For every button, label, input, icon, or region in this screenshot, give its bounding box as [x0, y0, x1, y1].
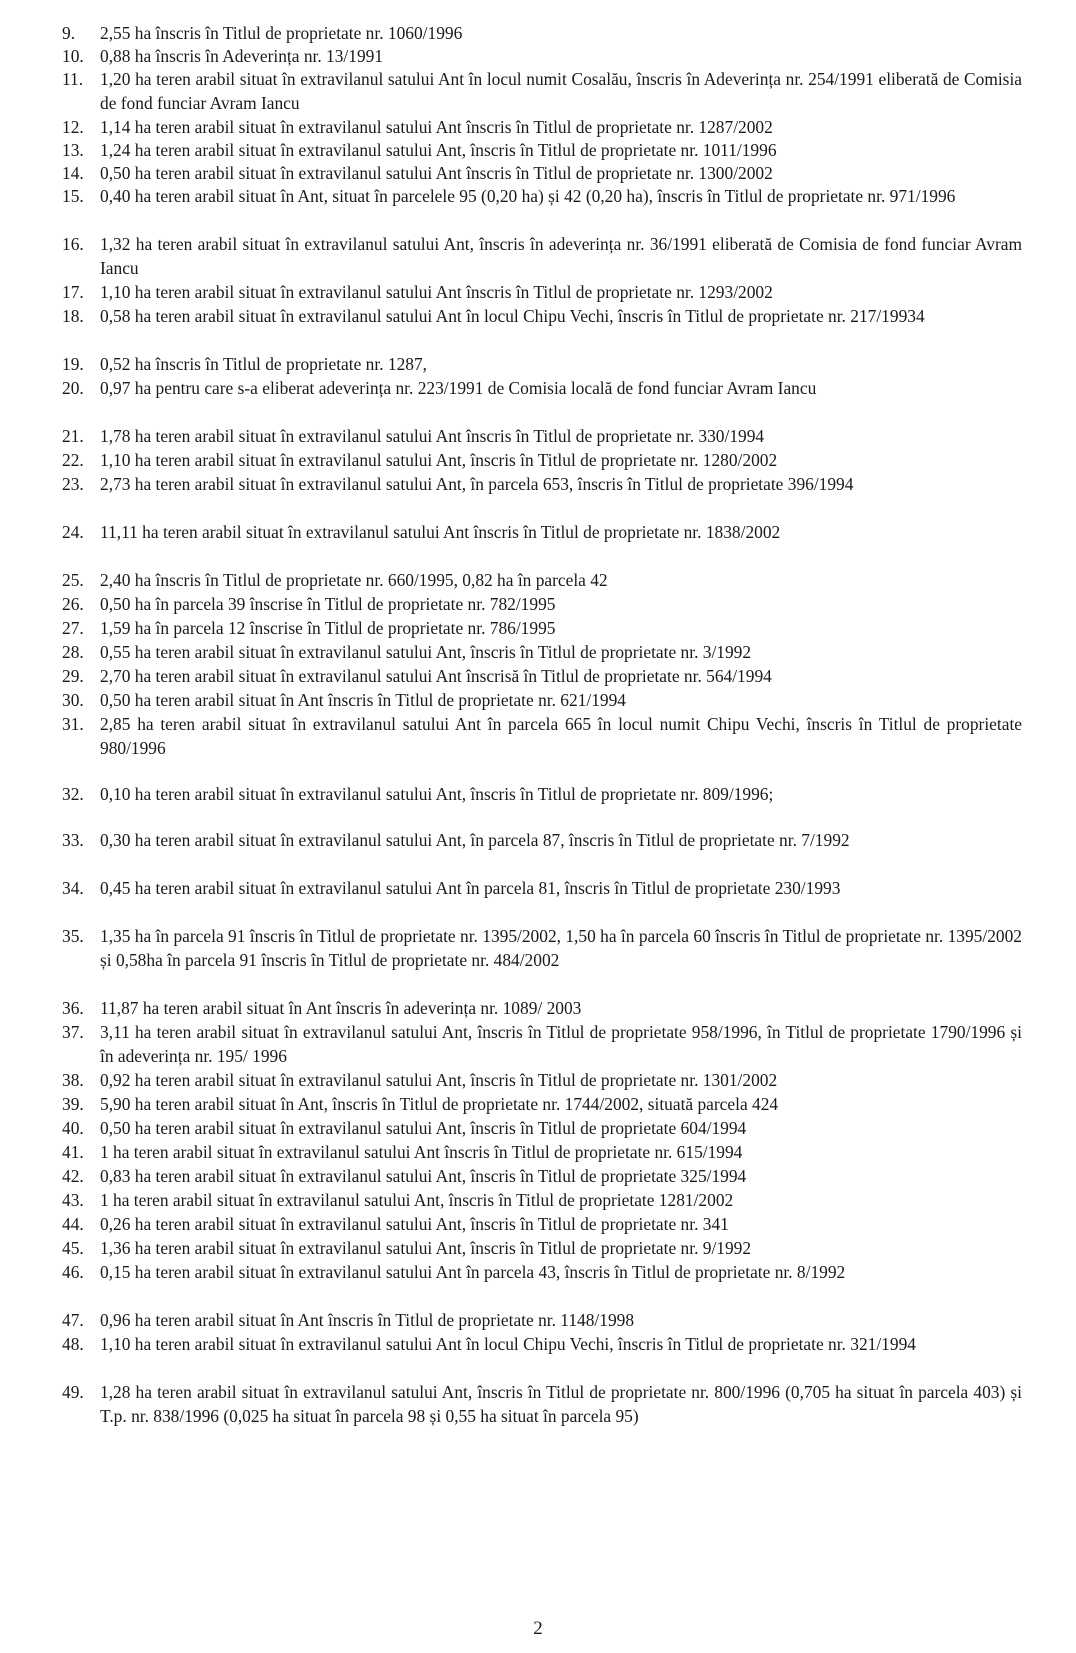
item-number: 48. [62, 1334, 84, 1354]
list-item [62, 22, 1022, 46]
list-item [62, 68, 1022, 115]
item-number: 23. [62, 474, 84, 494]
list-item [62, 997, 1022, 1021]
list-item [62, 1141, 1022, 1165]
list-item [62, 925, 1022, 972]
page-number: 2 [533, 1618, 543, 1639]
item-number: 24. [62, 522, 84, 542]
item-number: 39. [62, 1094, 84, 1114]
item-text: 3,11 ha teren arabil situat în extravilanul satului Ant, înscris în Titlul de proprietate 958/1996, în Titlul de proprietate 1790/1996 și în adeverința nr. 195/ 1996 [100, 1022, 1022, 1066]
item-text: 1,28 ha teren arabil situat în extravilanul satului Ant, înscris în Titlul de proprietate nr. 800/1996 (0,705 ha situat în parcela 403) și T.p. nr. 838/1996 (0,025 ha situat în parcela 98 și 0,55 ha situat în parcela 95) [100, 1382, 1022, 1426]
list-item [62, 1333, 1022, 1357]
item-text: 0,40 ha teren arabil situat în Ant, situat în parcelele 95 (0,20 ha) și 42 (0,20 ha), înscris în Titlul de proprietate nr. 971/1996 [100, 186, 956, 206]
list-item [62, 377, 1022, 401]
item-text: 0,92 ha teren arabil situat în extravilanul satului Ant, înscris în Titlul de proprietate nr. 1301/2002 [100, 1070, 778, 1090]
list-item [62, 1189, 1022, 1213]
list-item [62, 665, 1022, 689]
item-number: 44. [62, 1214, 84, 1234]
list-item [62, 305, 1022, 329]
item-text: 2,70 ha teren arabil situat în extravilanul satului Ant înscrisă în Titlul de proprietate nr. 564/1994 [100, 666, 772, 686]
list-item [62, 45, 1022, 69]
item-text: 1 ha teren arabil situat în extravilanul satului Ant, înscris în Titlul de proprietate 1281/2002 [100, 1190, 734, 1210]
item-number: 46. [62, 1262, 84, 1282]
item-text: 0,58 ha teren arabil situat în extravilanul satului Ant în locul Chipu Vechi, înscris în Titlul de proprietate nr. 217/19934 [100, 306, 925, 326]
list-item [62, 617, 1022, 641]
list-item [62, 233, 1022, 280]
item-number: 18. [62, 306, 84, 326]
item-text: 2,73 ha teren arabil situat în extravilanul satului Ant, în parcela 653, înscris în Titlul de proprietate 396/1994 [100, 474, 854, 494]
item-text: 1,59 ha în parcela 12 înscrise în Titlul de proprietate nr. 786/1995 [100, 618, 556, 638]
list-item [62, 1093, 1022, 1117]
item-number: 37. [62, 1022, 84, 1042]
item-number: 9. [62, 23, 76, 43]
list-item [62, 473, 1022, 497]
list-item [62, 1261, 1022, 1285]
item-text: 1,10 ha teren arabil situat în extravilanul satului Ant, înscris în Titlul de proprietate nr. 1280/2002 [100, 450, 778, 470]
item-number: 12. [62, 117, 84, 137]
item-text: 0,45 ha teren arabil situat în extravilanul satului Ant în parcela 81, înscris în Titlul de proprietate 230/1993 [100, 878, 841, 898]
item-text: 2,85 ha teren arabil situat în extravilanul satului Ant în parcela 665 în locul numit Chipu Vechi, înscris în Titlul de proprietate 980/1996 [100, 714, 1022, 758]
item-number: 19. [62, 354, 84, 374]
item-text: 0,50 ha în parcela 39 înscrise în Titlul de proprietate nr. 782/1995 [100, 594, 556, 614]
list-item [62, 1021, 1022, 1068]
list-item [62, 689, 1022, 713]
item-text: 0,26 ha teren arabil situat în extravilanul satului Ant, înscris în Titlul de proprietate nr. 341 [100, 1214, 729, 1234]
item-number: 11. [62, 69, 84, 89]
item-text: 2,40 ha înscris în Titlul de proprietate nr. 660/1995, 0,82 ha în parcela 42 [100, 570, 608, 590]
list-item [62, 641, 1022, 665]
item-text: 1 ha teren arabil situat în extravilanul satului Ant înscris în Titlul de proprietate nr. 615/1994 [100, 1142, 743, 1162]
item-text: 0,10 ha teren arabil situat în extravilanul satului Ant, înscris în Titlul de proprietate nr. 809/1996; [100, 784, 774, 804]
item-number: 17. [62, 282, 84, 302]
list-item [62, 1117, 1022, 1141]
item-text: 0,97 ha pentru care s-a eliberat adeverința nr. 223/1991 de Comisia locală de fond funciar Avram Iancu [100, 378, 817, 398]
item-text: 1,14 ha teren arabil situat în extravilanul satului Ant înscris în Titlul de proprietate nr. 1287/2002 [100, 117, 773, 137]
list-item [62, 449, 1022, 473]
item-number: 32. [62, 784, 84, 804]
item-number: 35. [62, 926, 84, 946]
list-item [62, 1237, 1022, 1261]
item-number: 47. [62, 1310, 84, 1330]
list-item [62, 593, 1022, 617]
list-item [62, 425, 1022, 449]
list-item [62, 829, 1022, 853]
item-text: 2,55 ha înscris în Titlul de proprietate nr. 1060/1996 [100, 23, 463, 43]
item-text: 1,78 ha teren arabil situat în extravilanul satului Ant înscris în Titlul de proprietate nr. 330/1994 [100, 426, 765, 446]
list-item [62, 162, 1022, 186]
list-item [62, 139, 1022, 163]
item-number: 43. [62, 1190, 84, 1210]
list-item [62, 353, 1022, 377]
item-text: 1,20 ha teren arabil situat în extravilanul satului Ant în locul numit Cosalău, înscris în Adeverința nr. 254/1991 eliberată de Comisia de fond funciar Avram Iancu [100, 69, 1022, 113]
list-item [62, 521, 1022, 545]
item-number: 27. [62, 618, 84, 638]
item-text: 0,52 ha înscris în Titlul de proprietate nr. 1287, [100, 354, 428, 374]
list-item [62, 1213, 1022, 1237]
item-number: 38. [62, 1070, 84, 1090]
item-number: 15. [62, 186, 84, 206]
item-number: 29. [62, 666, 84, 686]
list-item [62, 1069, 1022, 1093]
item-text: 0,55 ha teren arabil situat în extravilanul satului Ant, înscris în Titlul de proprietate nr. 3/1992 [100, 642, 752, 662]
item-text: 1,35 ha în parcela 91 înscris în Titlul de proprietate nr. 1395/2002, 1,50 ha în parcela 60 înscris în Titlul de proprietate nr. 1395/2002 și 0,58ha în parcela 91 înscris în Titlul de proprietate nr. 484/2002 [100, 926, 1022, 970]
list-item [62, 877, 1022, 901]
item-number: 42. [62, 1166, 84, 1186]
item-text: 1,36 ha teren arabil situat în extravilanul satului Ant, înscris în Titlul de proprietate nr. 9/1992 [100, 1238, 752, 1258]
list-item [62, 281, 1022, 305]
item-number: 16. [62, 234, 84, 254]
item-text: 1,10 ha teren arabil situat în extravilanul satului Ant înscris în Titlul de proprietate nr. 1293/2002 [100, 282, 773, 302]
item-number: 10. [62, 46, 84, 66]
item-text: 0,15 ha teren arabil situat în extravilanul satului Ant în parcela 43, înscris în Titlul de proprietate nr. 8/1992 [100, 1262, 846, 1282]
item-number: 40. [62, 1118, 84, 1138]
item-number: 36. [62, 998, 84, 1018]
item-text: 0,50 ha teren arabil situat în Ant înscris în Titlul de proprietate nr. 621/1994 [100, 690, 626, 710]
list-item [62, 1309, 1022, 1333]
list-item [62, 1165, 1022, 1189]
item-number: 22. [62, 450, 84, 470]
item-number: 49. [62, 1382, 84, 1402]
item-number: 34. [62, 878, 84, 898]
item-text: 0,50 ha teren arabil situat în extravilanul satului Ant, înscris în Titlul de proprietate 604/1994 [100, 1118, 747, 1138]
item-number: 25. [62, 570, 84, 590]
item-number: 14. [62, 163, 84, 183]
item-number: 41. [62, 1142, 84, 1162]
item-number: 20. [62, 378, 84, 398]
item-text: 11,11 ha teren arabil situat în extravilanul satului Ant înscris în Titlul de proprietate nr. 1838/2002 [100, 522, 781, 542]
item-text: 1,10 ha teren arabil situat în extravilanul satului Ant în locul Chipu Vechi, înscris în Titlul de proprietate nr. 321/1994 [100, 1334, 916, 1354]
list-item [62, 185, 1022, 209]
item-number: 13. [62, 140, 84, 160]
item-text: 5,90 ha teren arabil situat în Ant, înscris în Titlul de proprietate nr. 1744/2002, situată parcela 424 [100, 1094, 779, 1114]
list-item [62, 713, 1022, 760]
item-number: 21. [62, 426, 84, 446]
list-item [62, 116, 1022, 140]
item-text: 0,30 ha teren arabil situat în extravilanul satului Ant, în parcela 87, înscris în Titlul de proprietate nr. 7/1992 [100, 830, 850, 850]
item-number: 31. [62, 714, 84, 734]
item-text: 1,24 ha teren arabil situat în extravilanul satului Ant, înscris în Titlul de proprietate nr. 1011/1996 [100, 140, 777, 160]
item-text: 1,32 ha teren arabil situat în extravilanul satului Ant, înscris în adeverința nr. 36/1991 eliberată de Comisia de fond funciar Avram Iancu [100, 234, 1022, 278]
item-text: 11,87 ha teren arabil situat în Ant înscris în adeverința nr. 1089/ 2003 [100, 998, 582, 1018]
item-text: 0,96 ha teren arabil situat în Ant înscris în Titlul de proprietate nr. 1148/1998 [100, 1310, 635, 1330]
item-number: 45. [62, 1238, 84, 1258]
item-number: 26. [62, 594, 84, 614]
list-item [62, 783, 1022, 807]
list-item [62, 1381, 1022, 1428]
item-number: 28. [62, 642, 84, 662]
item-text: 0,88 ha înscris în Adeverința nr. 13/1991 [100, 46, 384, 66]
item-number: 30. [62, 690, 84, 710]
list-item [62, 569, 1022, 593]
item-text: 0,50 ha teren arabil situat în extravilanul satului Ant înscris în Titlul de proprietate nr. 1300/2002 [100, 163, 773, 183]
item-number: 33. [62, 830, 84, 850]
item-text: 0,83 ha teren arabil situat în extravilanul satului Ant, înscris în Titlul de proprietate 325/1994 [100, 1166, 747, 1186]
